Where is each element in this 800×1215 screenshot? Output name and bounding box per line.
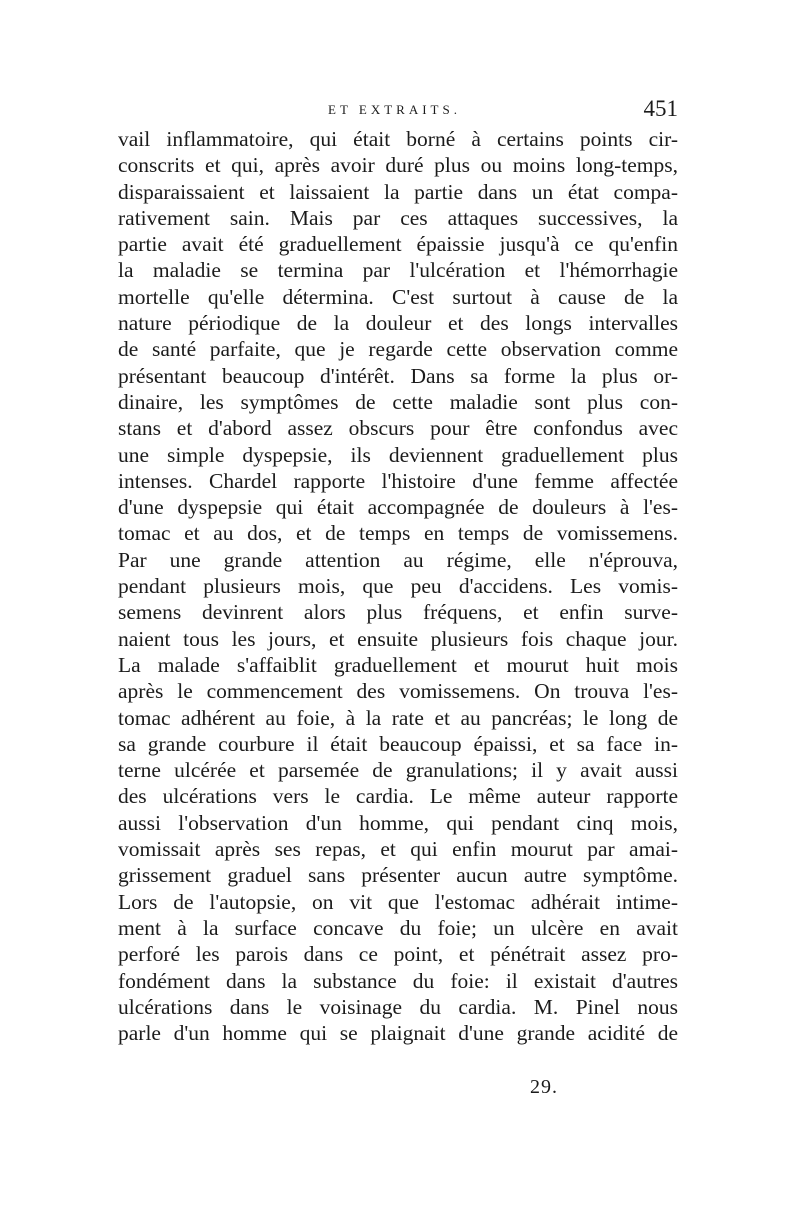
- running-title: ET EXTRAITS.: [328, 102, 461, 117]
- text-line: intenses. Chardel rapporte l'histoire d'une femme affectée: [118, 468, 678, 493]
- text-line: stans et d'abord assez obscurs pour être confondus avec: [118, 416, 678, 441]
- text-line: d'une dyspepsie qui était accompagnée de douleurs à l'es-: [118, 495, 678, 520]
- text-line: aussi l'observation d'un homme, qui pendant cinq mois,: [118, 810, 678, 835]
- text-line: mortelle qu'elle détermina. C'est surtout à cause de la: [118, 284, 678, 309]
- text-line: vomissait après ses repas, et qui enfin mourut par amai-: [118, 837, 678, 862]
- text-line: de santé parfaite, que je regarde cette observation comme: [118, 337, 678, 362]
- text-line: disparaissaient et laissaient la partie dans un état compa-: [118, 179, 678, 204]
- signature-mark: 29.: [530, 1076, 558, 1098]
- text-line: Lors de l'autopsie, on vit que l'estomac adhérait intime-: [118, 889, 678, 914]
- text-line: ment à la surface concave du foie; un ulcère en avait: [118, 915, 678, 940]
- text-line: la maladie se termina par l'ulcération et l'hémorrhagie: [118, 258, 678, 283]
- text-line: La malade s'affaiblit graduellement et mourut huit mois: [118, 652, 678, 677]
- text-line: parle d'un homme qui se plaignait d'une grande acidité de: [118, 1021, 678, 1046]
- text-line: grissement graduel sans présenter aucun autre symptôme.: [118, 863, 678, 888]
- text-line: fondément dans la substance du foie: il existait d'autres: [118, 968, 678, 993]
- text-line: semens devinrent alors plus fréquens, et enfin surve-: [118, 600, 678, 625]
- text-line: terne ulcérée et parsemée de granulations; il y avait aussi: [118, 758, 678, 783]
- text-line: Par une grande attention au régime, elle n'éprouva,: [118, 547, 678, 572]
- running-head: [118, 98, 678, 126]
- page-number: 451: [643, 96, 678, 121]
- text-line: sa grande courbure il était beaucoup épaissi, et sa face in-: [118, 731, 678, 756]
- text-line: dinaire, les symptômes de cette maladie sont plus con-: [118, 389, 678, 414]
- body-text: [118, 126, 678, 1046]
- text-line: des ulcérations vers le cardia. Le même auteur rapporte: [118, 784, 678, 809]
- text-line: naient tous les jours, et ensuite plusieurs fois chaque jour.: [118, 626, 678, 651]
- text-line: tomac adhérent au foie, à la rate et au pancréas; le long de: [118, 705, 678, 730]
- text-line: perforé les parois dans ce point, et pénétrait assez pro-: [118, 942, 678, 967]
- text-line: tomac et au dos, et de temps en temps de vomissemens.: [118, 521, 678, 546]
- text-line: après le commencement des vomissemens. On trouva l'es-: [118, 679, 678, 704]
- text-line: partie avait été graduellement épaissie jusqu'à ce qu'enfin: [118, 232, 678, 257]
- text-line: une simple dyspepsie, ils deviennent graduellement plus: [118, 442, 678, 467]
- text-line: conscrits et qui, après avoir duré plus ou moins long-temps,: [118, 153, 678, 178]
- text-line: ulcérations dans le voisinage du cardia. M. Pinel nous: [118, 994, 678, 1019]
- text-line: pendant plusieurs mois, que peu d'accidens. Les vomis-: [118, 574, 678, 599]
- text-line: nature périodique de la douleur et des longs intervalles: [118, 311, 678, 336]
- text-line: vail inflammatoire, qui était borné à certains points cir-: [118, 127, 678, 151]
- text-line: rativement sain. Mais par ces attaques successives, la: [118, 205, 678, 230]
- text-line: présentant beaucoup d'intérêt. Dans sa forme la plus or-: [118, 363, 678, 388]
